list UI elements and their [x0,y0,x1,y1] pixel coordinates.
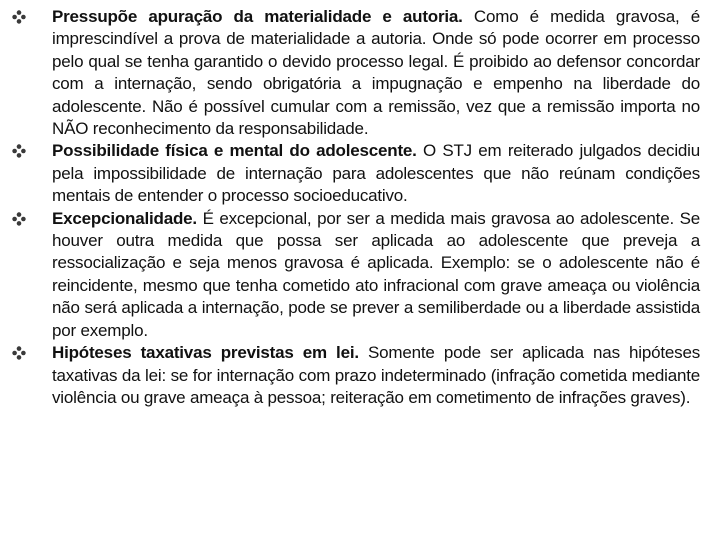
bullet-text: O STJ em reiterado julgados decidiu pela impossibilidade de internação para adolescentes que não reúnam condições mentais de entender o processo socioeducativo. [52,141,700,206]
bullet-item-1 [12,6,700,140]
bullet-text: Como é medida gravosa, é imprescindível a prova de materialidade a autoria. Onde só pode ocorrer em processo pelo qual se tenha garantido o devido processo legal. É proibido ao defensor concordar com a internação, sendo obrigatória a impugnação e empenho na liberdade do adolescente. Não é possível cumular com a remissão, vez que a remissão importa no NÃO reconhecimento da responsabilidade. [52,7,700,139]
bullet-item-2 [12,140,700,207]
bullet-heading: Excepcionalidade. [52,208,197,228]
diamond-of-dots-icon [12,346,26,360]
bullet-text: É excepcional, por ser a medida mais gravosa ao adolescente. Se houver outra medida que possa ser aplicada ao adolescente que preveja a ressocialização e seja menos gravosa é aplicada. Exemplo: se o adolescente não é reincidente, mesmo que tenha cometido ato infracional com grave ameaça ou violência não será aplicada a internação, pode se prever a semiliberdade ou a liberdade assistida por exemplo. [52,208,700,340]
bullet-heading: Hipóteses taxativas previstas em lei. [52,343,359,363]
bullet-item-4 [12,342,700,409]
diamond-of-dots-icon [12,212,26,226]
bullet-heading: Possibilidade física e mental do adolescente. [52,141,417,161]
bullet-text: Somente pode ser aplicada nas hipóteses taxativas da lei: se for internação com prazo indeterminado (infração cometida mediante violência ou grave ameaça à pessoa; reiteração em cometimento de infrações graves). [52,343,700,407]
diamond-of-dots-icon [12,144,26,158]
diamond-of-dots-icon [12,10,26,24]
bullet-item-3 [12,208,700,342]
bullet-heading: Pressupõe apuração da materialidade e autoria. [52,7,463,26]
